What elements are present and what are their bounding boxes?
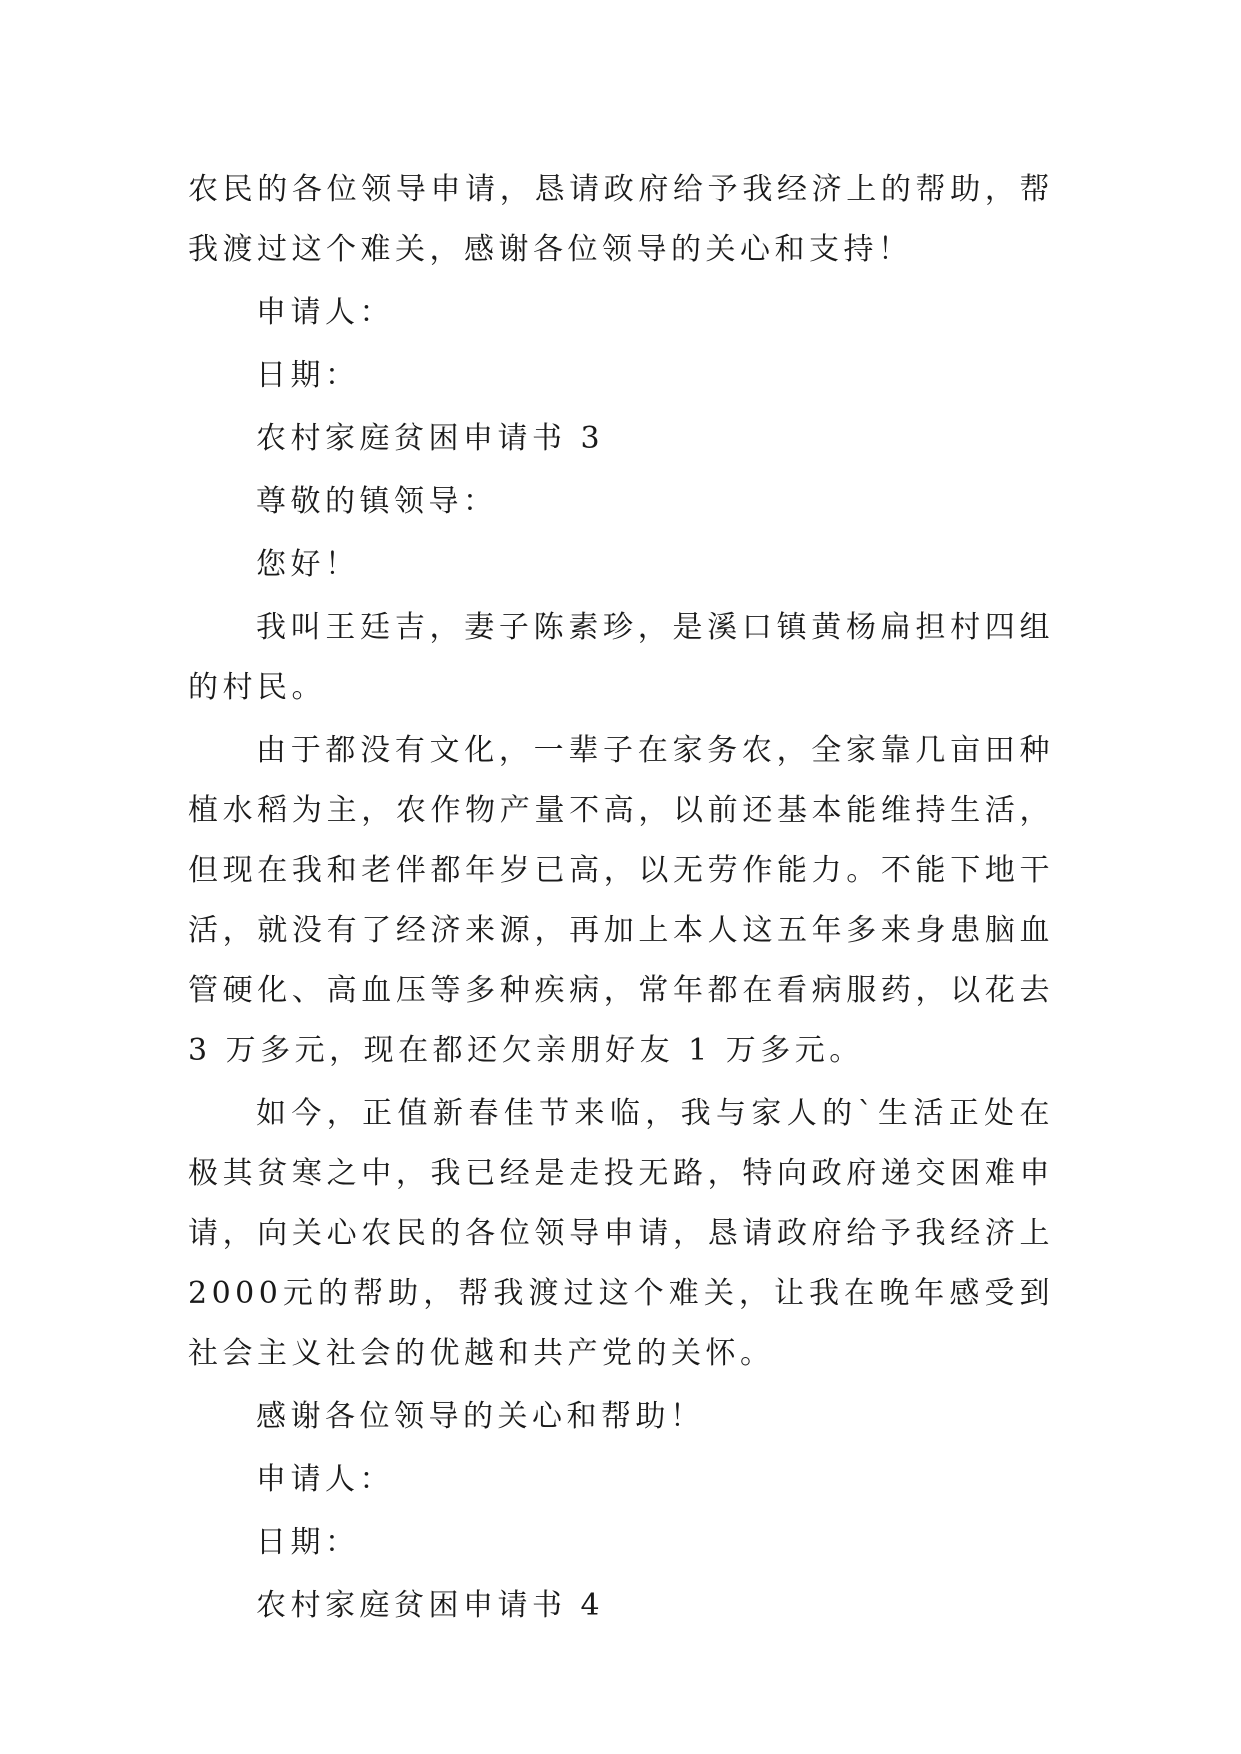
greeting: 您好！ bbox=[256, 547, 360, 582]
date-line: 日期： bbox=[256, 358, 360, 393]
salutation: 尊敬的镇领导： bbox=[256, 484, 498, 519]
section-title-3: 农村家庭贫困申请书 3 bbox=[256, 421, 605, 456]
paragraph-circumstances: 由于都没有文化，一辈子在家务农，全家靠几亩田种植水稻为主，农作物产量不高，以前还基本能维持生活，但现在我和老伴都年岁已高，以无劳作能力。不能下地干活，就没有了经济来源，再加上本人这五年多来身患脑血管硬化、高血压等多种疾病，常年都在看病服药，以花去 3 万多元，现在都还欠亲朋好友 1 万多元。 bbox=[188, 733, 1069, 1068]
document-body bbox=[188, 160, 1069, 1639]
paragraph-introduction: 我叫王廷吉，妻子陈素珍，是溪口镇黄杨扁担村四组的村民。 bbox=[188, 610, 1054, 705]
paragraph-request-continuation: 农民的各位领导申请，恳请政府给予我经济上的帮助，帮我渡过这个难关，感谢各位领导的关心和支持！ bbox=[188, 172, 1054, 267]
applicant-line: 申请人： bbox=[256, 295, 394, 330]
paragraph-thanks: 感谢各位领导的关心和帮助！ bbox=[256, 1399, 705, 1434]
section-title-4: 农村家庭贫困申请书 4 bbox=[256, 1588, 605, 1623]
date-line-2: 日期： bbox=[256, 1525, 360, 1560]
paragraph-request: 如今，正值新春佳节来临，我与家人的`生活正处在极其贫寒之中，我已经是走投无路，特向政府递交困难申请，向关心农民的各位领导申请，恳请政府给予我经济上 2000元的帮助，帮我渡过这个难关，让我在晚年感受到社会主义社会的优越和共产党的关怀。 bbox=[188, 1096, 1069, 1371]
applicant-line-2: 申请人： bbox=[256, 1462, 394, 1497]
